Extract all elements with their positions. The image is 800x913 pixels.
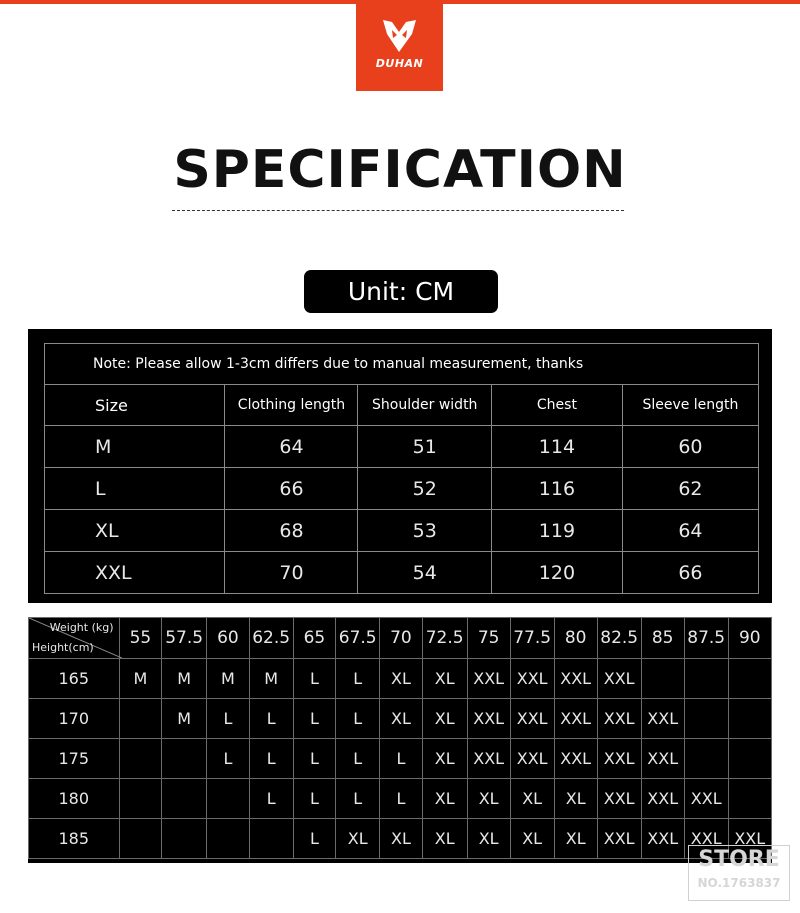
size-cell: L xyxy=(336,699,380,739)
measurement-cell: 64 xyxy=(225,426,358,468)
size-cell: XXL xyxy=(510,699,554,739)
page-title: SPECIFICATION xyxy=(173,140,627,200)
height-label: 165 xyxy=(29,659,120,699)
weight-header: 65 xyxy=(293,618,336,659)
measurement-cell: 62 xyxy=(622,468,758,510)
size-cell xyxy=(249,819,293,859)
size-table xyxy=(44,343,759,594)
size-cell: L xyxy=(293,779,336,819)
size-cell: XXL xyxy=(684,779,728,819)
measurement-cell: 114 xyxy=(492,426,623,468)
size-cell xyxy=(119,699,162,739)
size-cell: XL xyxy=(467,819,510,859)
fit-chart-corner-cell xyxy=(29,618,120,659)
weight-header: 90 xyxy=(728,618,771,659)
weight-header: 62.5 xyxy=(249,618,293,659)
size-cell xyxy=(728,779,771,819)
size-table-header: Sleeve length xyxy=(622,385,758,426)
size-cell xyxy=(728,739,771,779)
size-cell: L xyxy=(207,699,250,739)
table-row xyxy=(45,552,759,594)
size-cell: XL xyxy=(467,779,510,819)
size-cell: L xyxy=(293,819,336,859)
size-cell xyxy=(684,659,728,699)
weight-header: 57.5 xyxy=(162,618,207,659)
size-cell: L xyxy=(380,739,423,779)
size-cell: XL xyxy=(380,819,423,859)
size-cell: XL xyxy=(380,659,423,699)
size-label: M xyxy=(45,426,225,468)
size-cell xyxy=(119,739,162,779)
size-cell: XXL xyxy=(554,659,597,699)
size-cell: L xyxy=(293,699,336,739)
size-cell: XXL xyxy=(641,819,684,859)
size-cell: L xyxy=(249,739,293,779)
size-cell: XL xyxy=(422,819,467,859)
size-cell: XXL xyxy=(467,699,510,739)
measurement-cell: 119 xyxy=(492,510,623,552)
weight-header: 82.5 xyxy=(597,618,641,659)
size-cell: L xyxy=(293,659,336,699)
brand-logo xyxy=(356,0,443,91)
size-table-header: Chest xyxy=(492,385,623,426)
size-cell: L xyxy=(380,779,423,819)
size-cell: XXL xyxy=(467,739,510,779)
height-label: 180 xyxy=(29,779,120,819)
measurement-cell: 54 xyxy=(358,552,492,594)
size-cell: M xyxy=(119,659,162,699)
size-cell: XXL xyxy=(728,819,771,859)
size-cell: XL xyxy=(510,779,554,819)
size-cell: L xyxy=(249,779,293,819)
size-cell xyxy=(162,779,207,819)
size-cell: XL xyxy=(510,819,554,859)
unit-badge: Unit: CM xyxy=(304,270,498,313)
weight-header: 87.5 xyxy=(684,618,728,659)
table-row xyxy=(29,739,772,779)
size-cell xyxy=(207,819,250,859)
fit-chart-table xyxy=(28,617,772,859)
height-axis-label: Height(cm) xyxy=(32,641,94,654)
size-cell: XXL xyxy=(554,739,597,779)
table-row xyxy=(45,468,759,510)
size-cell: XL xyxy=(422,779,467,819)
fox-logo-icon xyxy=(381,18,418,54)
table-row xyxy=(45,510,759,552)
measurement-cell: 66 xyxy=(622,552,758,594)
size-cell: M xyxy=(249,659,293,699)
size-cell: L xyxy=(336,659,380,699)
size-cell: XL xyxy=(336,819,380,859)
size-cell xyxy=(728,659,771,699)
size-cell: M xyxy=(162,699,207,739)
size-table-header: Shoulder width xyxy=(358,385,492,426)
watermark-number: NO.1763837 xyxy=(697,876,781,890)
size-label: L xyxy=(45,468,225,510)
size-cell: XL xyxy=(422,699,467,739)
measurement-cell: 52 xyxy=(358,468,492,510)
size-cell: XXL xyxy=(641,699,684,739)
size-label: XXL xyxy=(45,552,225,594)
table-row xyxy=(29,819,772,859)
size-cell: XL xyxy=(422,739,467,779)
size-cell: M xyxy=(207,659,250,699)
watermark-store: STORE xyxy=(698,847,780,872)
size-cell: XXL xyxy=(597,659,641,699)
size-cell: XXL xyxy=(510,739,554,779)
size-cell: XXL xyxy=(597,739,641,779)
height-label: 170 xyxy=(29,699,120,739)
measurement-cell: 68 xyxy=(225,510,358,552)
size-cell: M xyxy=(162,659,207,699)
weight-header: 67.5 xyxy=(336,618,380,659)
table-row xyxy=(29,779,772,819)
weight-header: 60 xyxy=(207,618,250,659)
size-cell: XL xyxy=(422,659,467,699)
measurement-cell: 53 xyxy=(358,510,492,552)
size-cell xyxy=(162,739,207,779)
weight-axis-label: Weight (kg) xyxy=(49,621,114,634)
size-cell: XXL xyxy=(641,779,684,819)
measurement-cell: 64 xyxy=(622,510,758,552)
size-cell: XXL xyxy=(641,739,684,779)
measurement-cell: 120 xyxy=(492,552,623,594)
height-label: 185 xyxy=(29,819,120,859)
store-watermark xyxy=(688,845,790,901)
size-cell xyxy=(162,819,207,859)
size-cell xyxy=(207,779,250,819)
measurement-cell: 66 xyxy=(225,468,358,510)
weight-header: 80 xyxy=(554,618,597,659)
size-cell: L xyxy=(336,779,380,819)
size-cell: XXL xyxy=(467,659,510,699)
size-cell: XXL xyxy=(597,699,641,739)
weight-header: 72.5 xyxy=(422,618,467,659)
size-cell xyxy=(684,739,728,779)
size-cell: XL xyxy=(380,699,423,739)
weight-header: 70 xyxy=(380,618,423,659)
size-cell xyxy=(728,699,771,739)
size-cell: XXL xyxy=(684,819,728,859)
table-row xyxy=(45,426,759,468)
size-cell xyxy=(119,819,162,859)
size-label: XL xyxy=(45,510,225,552)
table-row xyxy=(29,699,772,739)
size-cell: XL xyxy=(554,819,597,859)
title-divider xyxy=(172,210,624,211)
size-cell xyxy=(119,779,162,819)
size-cell: XXL xyxy=(510,659,554,699)
measurement-cell: 116 xyxy=(492,468,623,510)
size-cell: L xyxy=(293,739,336,779)
size-cell: L xyxy=(249,699,293,739)
size-cell: XL xyxy=(554,779,597,819)
size-cell: XXL xyxy=(597,819,641,859)
measurement-note: Note: Please allow 1-3cm differs due to manual measurement, thanks xyxy=(45,344,759,385)
size-cell: XXL xyxy=(597,779,641,819)
size-cell: L xyxy=(336,739,380,779)
measurement-cell: 70 xyxy=(225,552,358,594)
size-table-header: Size xyxy=(45,385,225,426)
weight-header: 77.5 xyxy=(510,618,554,659)
table-row xyxy=(29,659,772,699)
size-cell xyxy=(641,659,684,699)
weight-header: 55 xyxy=(119,618,162,659)
height-label: 175 xyxy=(29,739,120,779)
size-table-header: Clothing length xyxy=(225,385,358,426)
size-cell xyxy=(684,699,728,739)
size-cell: L xyxy=(207,739,250,779)
weight-header: 85 xyxy=(641,618,684,659)
weight-header: 75 xyxy=(467,618,510,659)
brand-name: DUHAN xyxy=(375,57,424,70)
measurement-cell: 60 xyxy=(622,426,758,468)
fit-chart-panel xyxy=(28,617,772,863)
size-cell: XXL xyxy=(554,699,597,739)
measurement-cell: 51 xyxy=(358,426,492,468)
size-table-panel xyxy=(28,329,772,603)
